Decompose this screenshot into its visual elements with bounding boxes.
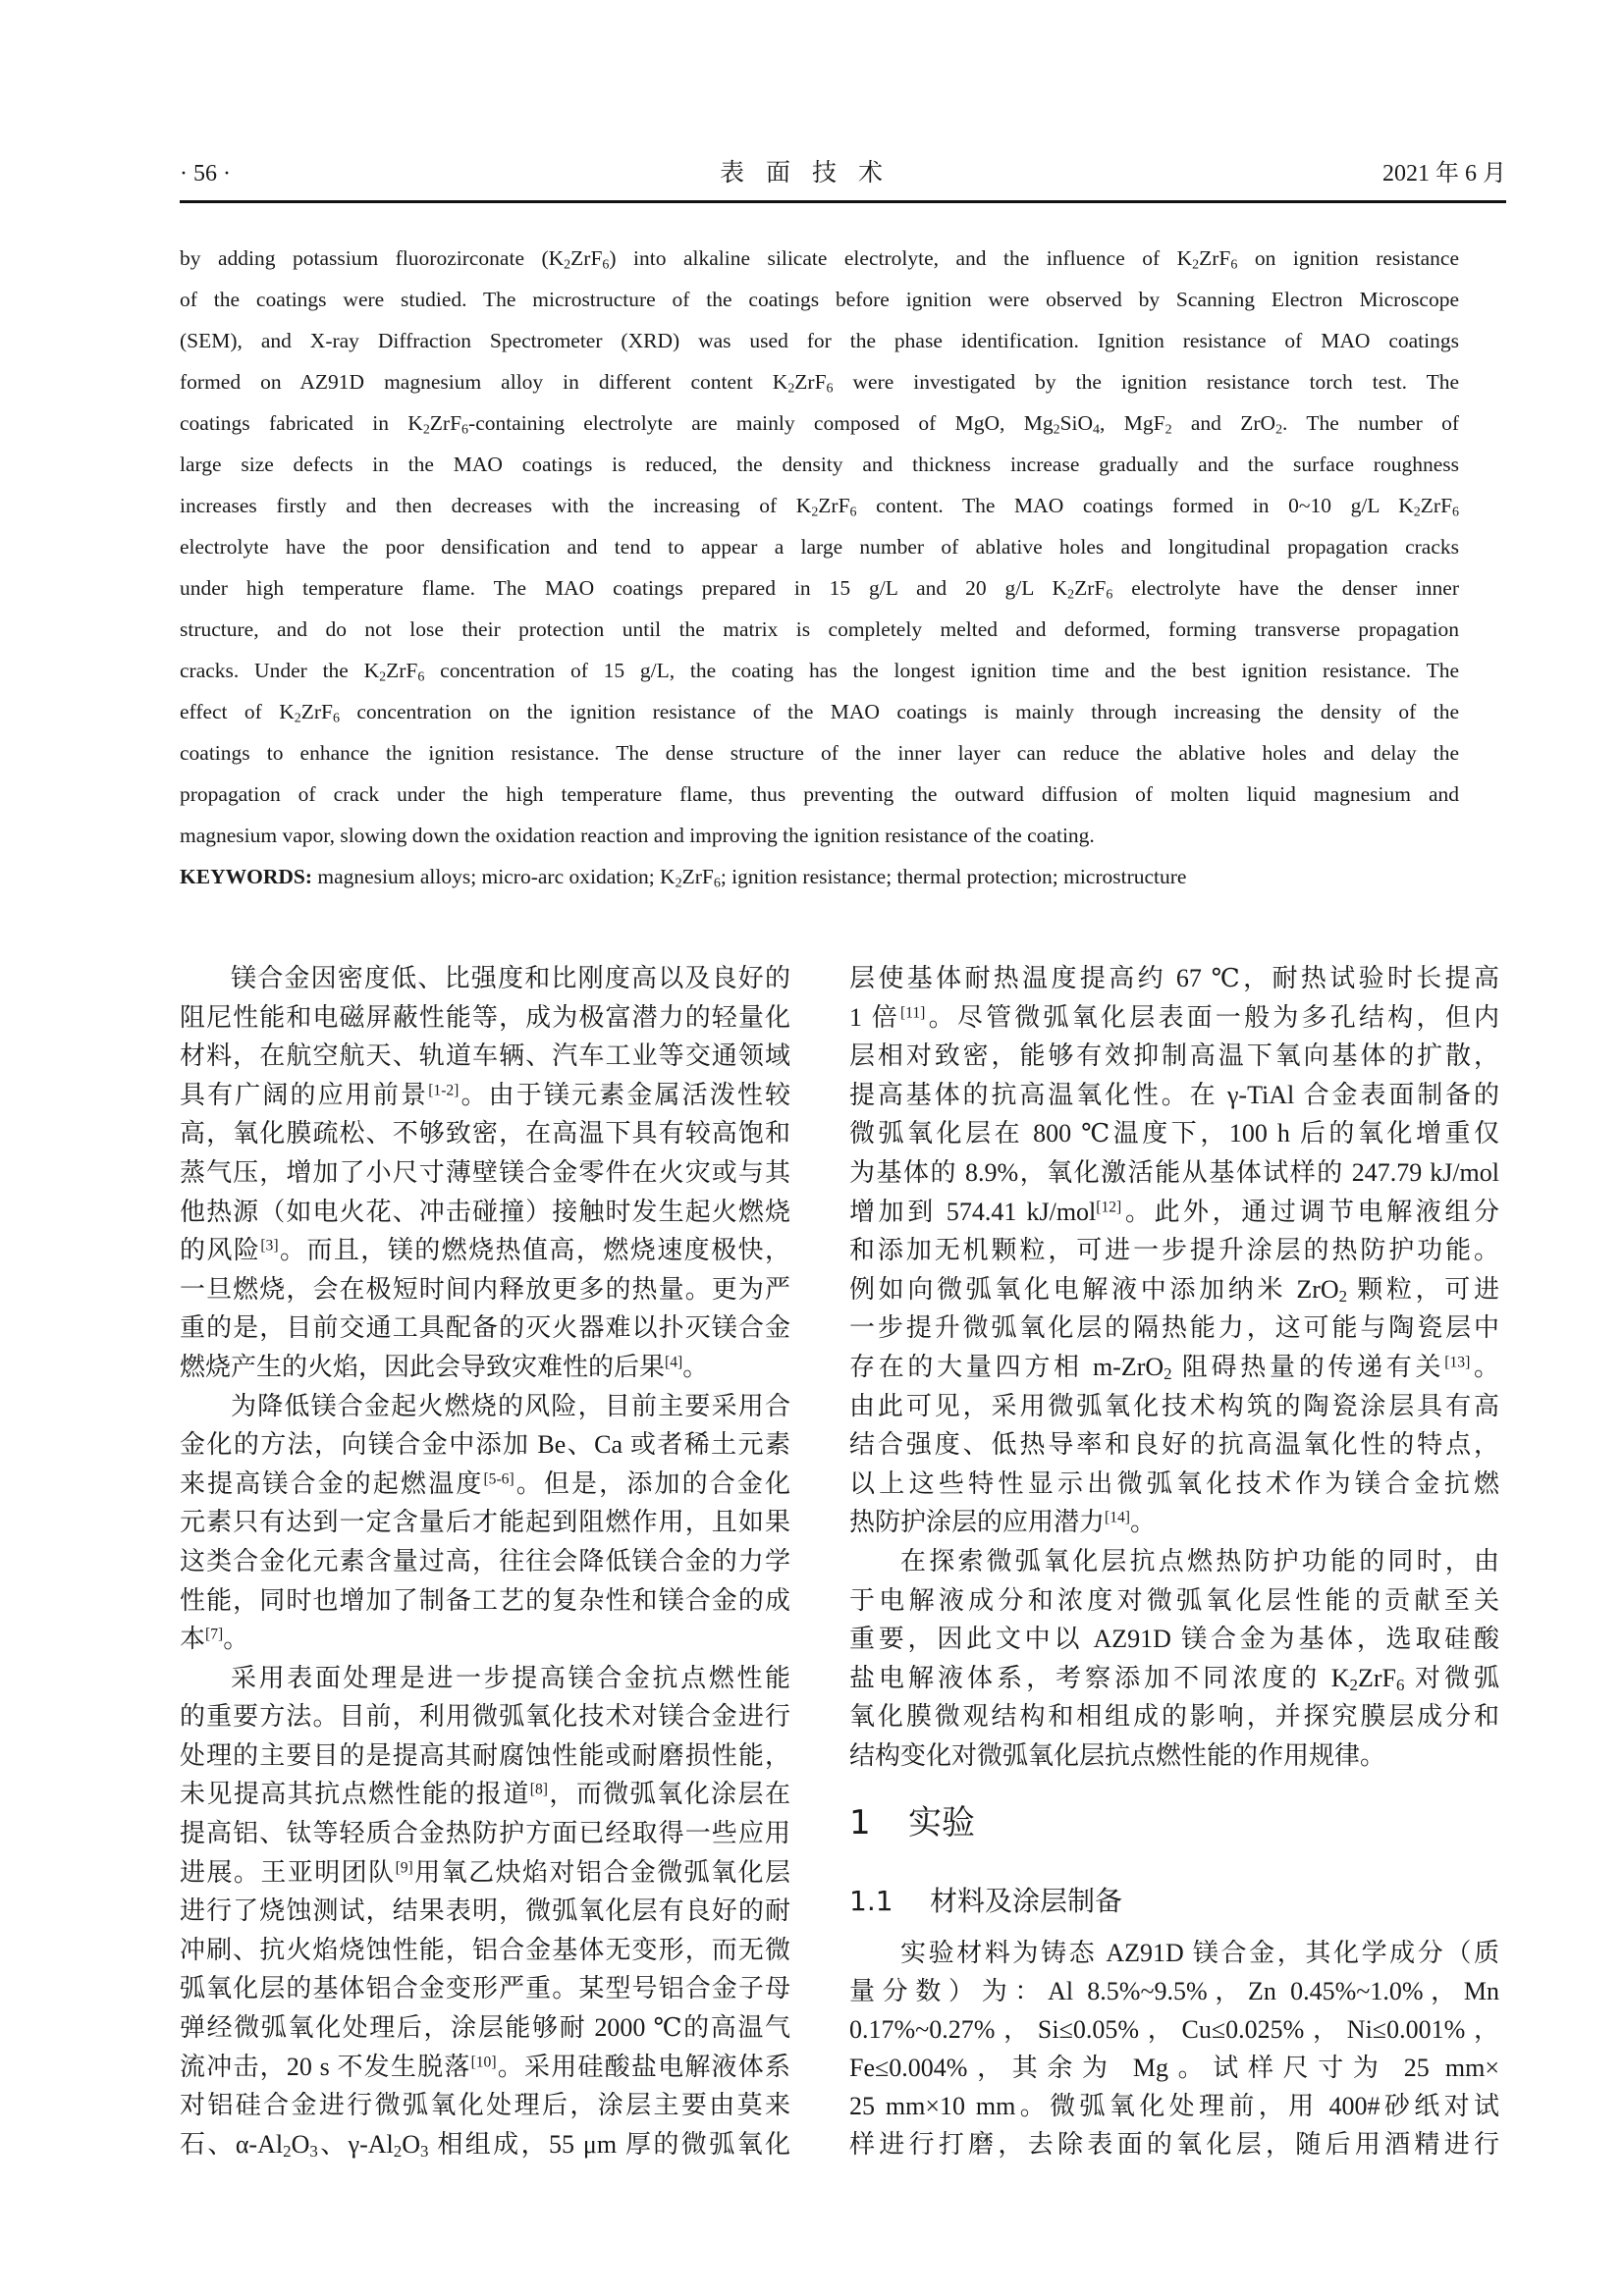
text-run: coatings fabricated in K bbox=[180, 411, 423, 435]
subscript: 2 bbox=[294, 711, 301, 726]
text-run: 一旦燃烧，会在极短时间内释放更多的热量。更为严 bbox=[180, 1274, 790, 1304]
text-run: 。 bbox=[223, 1625, 249, 1654]
text-run: ; ignition resistance; thermal protection; microstructure bbox=[720, 865, 1187, 888]
text-line bbox=[849, 959, 1499, 998]
abstract-line bbox=[180, 567, 1459, 609]
text-line bbox=[180, 1542, 790, 1581]
text-run: ZrF bbox=[429, 411, 462, 435]
text-run: 处理的主要目的是提高其耐腐蚀性能或耐磨损性能， bbox=[180, 1740, 790, 1770]
text-run: by adding potassium fluorozirconate (K bbox=[180, 246, 565, 270]
text-line bbox=[849, 2087, 1499, 2125]
text-line bbox=[849, 1348, 1499, 1387]
abstract-line bbox=[180, 774, 1459, 815]
text-run: content. The MAO coatings formed in 0~10 g/L K bbox=[856, 494, 1414, 517]
text-line bbox=[180, 1270, 790, 1309]
text-run: 氧化膜微观结构和相组成的影响，并探究膜层成分和 bbox=[849, 1702, 1499, 1732]
text-run: 存在的大量四方相 m-ZrO bbox=[849, 1352, 1164, 1381]
subsection-number: 1.1 bbox=[849, 1885, 893, 1917]
text-line bbox=[849, 1934, 1499, 1972]
text-run: 例如向微弧氧化电解液中添加纳米 ZrO bbox=[849, 1274, 1339, 1304]
subscript: 2 bbox=[1275, 422, 1283, 438]
text-run: 、γ-Al bbox=[317, 2129, 394, 2159]
abstract-line bbox=[180, 402, 1459, 444]
subscript: 2 bbox=[422, 422, 430, 438]
keywords-line bbox=[180, 856, 1459, 897]
text-run: 进展。王亚明团队 bbox=[180, 1857, 396, 1887]
text-line bbox=[180, 1736, 790, 1776]
text-run: , MgF bbox=[1100, 411, 1165, 435]
text-run: 冲刷、抗火焰烧蚀性能，铝合金基体无变形，而无微 bbox=[180, 1935, 790, 1964]
text-run: 元素只有达到一定含量后才能起到阻燃作用，且如果 bbox=[180, 1508, 790, 1537]
section-number: 1 bbox=[849, 1803, 871, 1842]
abstract-line bbox=[180, 320, 1459, 361]
text-run: 石、α-Al bbox=[180, 2129, 284, 2159]
text-line bbox=[849, 2125, 1499, 2163]
text-line bbox=[180, 1814, 790, 1853]
text-line bbox=[180, 1231, 790, 1270]
text-line bbox=[180, 2048, 790, 2087]
text-run: 。 bbox=[682, 1352, 709, 1381]
text-run: 流冲击，20 s 不发生脱落 bbox=[180, 2052, 471, 2081]
text-run: ZrF bbox=[1074, 576, 1107, 600]
text-run: 。 bbox=[1470, 1352, 1499, 1381]
abstract-line bbox=[180, 485, 1459, 526]
text-run: 未见提高其抗点燃性能的报道 bbox=[180, 1780, 530, 1809]
subscript: 3 bbox=[420, 2142, 429, 2162]
subscript: 2 bbox=[1413, 505, 1421, 520]
subscript: 2 bbox=[1164, 422, 1172, 438]
text-run: 弹经微弧氧化处理后，涂层能够耐 2000 ℃的高温气 bbox=[180, 2013, 790, 2043]
citation: [5-6] bbox=[483, 1470, 514, 1488]
text-run: under high temperature flame. The MAO coatings prepared in 15 g/L and 20 g/L K bbox=[180, 576, 1068, 600]
text-run: 和添加无机颗粒，可进一步提升涂层的热防护功能。 bbox=[849, 1236, 1499, 1265]
text-line bbox=[180, 998, 790, 1038]
text-line bbox=[849, 1542, 1499, 1581]
text-run: large size defects in the MAO coatings is reduced, the density and thickness increase gradually and the surface roughness bbox=[180, 453, 1459, 476]
abstract-line bbox=[180, 444, 1459, 485]
text-line bbox=[180, 2125, 790, 2164]
text-run: ZrF bbox=[386, 659, 418, 682]
citation: [14] bbox=[1105, 1509, 1130, 1526]
text-line bbox=[180, 1581, 790, 1621]
subscript: 6 bbox=[461, 422, 469, 438]
text-run: 提高基体的抗高温氧化性。在 γ-TiAl 合金表面制备的 bbox=[849, 1080, 1499, 1109]
text-line bbox=[849, 1270, 1499, 1309]
text-line bbox=[180, 1425, 790, 1465]
text-run: 由此可见，采用微弧氧化技术构筑的陶瓷涂层具有高 bbox=[849, 1391, 1499, 1420]
text-line bbox=[180, 1348, 790, 1387]
abstract-line bbox=[180, 526, 1459, 567]
text-line bbox=[180, 1697, 790, 1736]
text-line bbox=[849, 1037, 1499, 1076]
text-run: 以上这些特性显示出微弧氧化技术作为镁合金抗燃 bbox=[849, 1468, 1499, 1498]
abstract-line bbox=[180, 732, 1459, 774]
text-line bbox=[180, 1931, 790, 1970]
text-line bbox=[849, 1114, 1499, 1153]
citation: [4] bbox=[665, 1354, 683, 1371]
subscript: 2 bbox=[1349, 1675, 1358, 1694]
text-run: structure, and do not lose their protection until the matrix is completely melted and deformed, forming transverse propagation bbox=[180, 617, 1459, 641]
subscript: 2 bbox=[675, 876, 682, 891]
text-run: 燃烧产生的火焰，因此会导致灾难性的后果 bbox=[180, 1352, 666, 1381]
text-run: 性能，同时也增加了制备工艺的复杂性和镁合金的成 bbox=[180, 1585, 790, 1615]
subscript: 6 bbox=[333, 711, 340, 726]
text-line bbox=[849, 998, 1499, 1038]
text-run: 相组成，55 μm 厚的微弧氧化 bbox=[428, 2129, 791, 2159]
text-line bbox=[180, 1659, 790, 1698]
text-line bbox=[180, 959, 790, 998]
text-run: 增加到 574.41 kJ/mol bbox=[849, 1197, 1097, 1226]
text-run: 提高铝、钛等轻质合金热防护方面已经取得一些应用 bbox=[180, 1819, 790, 1848]
text-run: ) into alkaline silicate electrolyte, and the influence of K bbox=[609, 246, 1193, 270]
text-line bbox=[180, 1503, 790, 1542]
text-line bbox=[180, 1114, 790, 1153]
text-run: O bbox=[291, 2129, 310, 2159]
text-line bbox=[849, 1387, 1499, 1426]
subscript: 2 bbox=[1067, 587, 1075, 603]
text-run: 这类合金化元素含量过高，往往会降低镁合金的力学 bbox=[180, 1546, 790, 1575]
keywords-label: KEYWORDS: bbox=[180, 865, 312, 888]
text-line bbox=[180, 1308, 790, 1348]
text-run: ZrF bbox=[1199, 246, 1231, 270]
citation: [9] bbox=[395, 1859, 413, 1877]
abstract-line bbox=[180, 691, 1459, 732]
text-run: 阻碍热量的传递有关 bbox=[1171, 1352, 1445, 1381]
text-run: magnesium vapor, slowing down the oxidation reaction and improving the ignition resistance of the coating. bbox=[180, 824, 1095, 847]
subscript: 2 bbox=[787, 381, 795, 397]
text-run: 为基体的 8.9%，氧化激活能从基体试样的 247.79 kJ/mol bbox=[849, 1157, 1499, 1187]
text-line bbox=[849, 1620, 1499, 1659]
text-line bbox=[180, 1969, 790, 2008]
text-run: Fe≤0.004%，其余为 Mg。试样尺寸为 25 mm× bbox=[849, 2054, 1499, 2082]
subscript: 2 bbox=[379, 669, 387, 685]
text-run: 0.17%~0.27%，Si≤0.05%，Cu≤0.025%，Ni≤0.001%， bbox=[849, 2015, 1499, 2044]
subscript: 2 bbox=[564, 257, 571, 273]
subscript: 2 bbox=[283, 2142, 292, 2162]
text-run: 。而且，镁的燃烧热值高，燃烧速度极快， bbox=[278, 1236, 790, 1265]
text-line bbox=[849, 1972, 1499, 2010]
text-run: 。采用硅酸盐电解液体系 bbox=[496, 2052, 790, 2081]
text-run: coatings to enhance the ignition resistance. The dense structure of the inner layer can reduce the ablative holes and delay the bbox=[180, 741, 1459, 765]
subscript: 2 bbox=[811, 505, 819, 520]
text-run: 颗粒，可进 bbox=[1347, 1274, 1499, 1304]
text-run: 具有广阔的应用前景 bbox=[180, 1080, 429, 1109]
text-line bbox=[849, 1308, 1499, 1348]
text-run: (SEM), and X-ray Diffraction Spectrometer (XRD) was used for the phase identification. Ignition resistance of MAO coatings bbox=[180, 329, 1459, 352]
text-run: 于电解液成分和浓度对微弧氧化层性能的贡献至关 bbox=[849, 1585, 1499, 1615]
text-run: 来提高镁合金的起燃温度 bbox=[180, 1468, 484, 1498]
text-line bbox=[849, 1697, 1499, 1736]
text-run: ZrF bbox=[818, 494, 850, 517]
citation: [7] bbox=[205, 1626, 224, 1643]
text-run: 蒸气压，增加了小尺寸薄壁镁合金零件在火灾或与其 bbox=[180, 1157, 790, 1187]
citation: [8] bbox=[529, 1781, 548, 1798]
citation: [3] bbox=[260, 1237, 279, 1255]
section-heading-1 bbox=[849, 1800, 975, 1845]
text-line bbox=[849, 1581, 1499, 1621]
text-run: of the coatings were studied. The microstructure of the coatings before ignition were observed by Scanning Electron Microscope bbox=[180, 288, 1459, 311]
subscript: 6 bbox=[1395, 1675, 1405, 1694]
citation: [12] bbox=[1096, 1198, 1122, 1215]
citation: [11] bbox=[899, 1004, 926, 1022]
text-run: 结合强度、低热导率和良好的抗高温氧化性的特点， bbox=[849, 1430, 1499, 1460]
abstract-line bbox=[180, 279, 1459, 320]
text-run: 对铝硅合金进行微弧氧化处理后，涂层主要由莫来 bbox=[180, 2091, 790, 2120]
materials-paragraph bbox=[849, 1934, 1499, 2163]
text-run: electrolyte have the denser inner bbox=[1112, 576, 1459, 600]
text-run: cracks. Under the K bbox=[180, 659, 380, 682]
text-run: O bbox=[402, 2129, 420, 2159]
subscript: 2 bbox=[1053, 422, 1060, 438]
text-run: 热防护涂层的应用潜力 bbox=[849, 1508, 1106, 1537]
text-run: ，而微弧氧化涂层在 bbox=[547, 1780, 790, 1809]
text-run: 材料，在航空航天、轨道车辆、汽车工业等交通领域 bbox=[180, 1041, 790, 1071]
text-run: 。尽管微弧氧化层表面一般为多孔结构，但内 bbox=[925, 1002, 1499, 1032]
subscript: 3 bbox=[309, 2142, 318, 2162]
subscript: 6 bbox=[1452, 505, 1460, 520]
text-line bbox=[180, 1387, 790, 1426]
text-line bbox=[849, 1465, 1499, 1504]
text-line bbox=[849, 1503, 1499, 1542]
subscript: 6 bbox=[1230, 257, 1238, 273]
header-rule bbox=[180, 200, 1506, 203]
text-run: 25 mm×10 mm。微弧氧化处理前，用 400#砂纸对试 bbox=[849, 2092, 1499, 2120]
text-run: 金化的方法，向镁合金中添加 Be、Ca 或者稀土元素 bbox=[180, 1430, 790, 1460]
text-line bbox=[849, 1231, 1499, 1270]
text-run: 微弧氧化层在 800 ℃温度下，100 h 后的氧化增重仅 bbox=[849, 1119, 1499, 1148]
text-line bbox=[180, 1193, 790, 1232]
text-run: SiO bbox=[1059, 411, 1094, 435]
abstract-line bbox=[180, 238, 1459, 279]
abstract-line bbox=[180, 361, 1459, 402]
text-line bbox=[180, 2008, 790, 2048]
text-run: 1 倍 bbox=[849, 1002, 900, 1032]
text-run: 阻尼性能和电磁屏蔽性能等，成为极富潜力的轻量化 bbox=[180, 1002, 790, 1032]
text-run: 用氧乙炔焰对铝合金微弧氧化层 bbox=[412, 1857, 790, 1887]
citation: [1-2] bbox=[428, 1082, 460, 1099]
text-run: ZrF bbox=[570, 246, 603, 270]
subscript: 6 bbox=[849, 505, 857, 520]
subscript: 2 bbox=[1338, 1286, 1348, 1306]
text-run: 他热源（如电火花、冲击碰撞）接触时发生起火燃烧 bbox=[180, 1197, 790, 1226]
text-run: 镁合金因密度低、比强度和比刚度高以及良好的 bbox=[231, 964, 790, 992]
abstract-line bbox=[180, 609, 1459, 650]
left-column-body bbox=[180, 959, 790, 2163]
text-line bbox=[180, 1853, 790, 1893]
subscript: 6 bbox=[602, 257, 610, 273]
text-run: 量分数）为：Al 8.5%~9.5%，Zn 0.45%~1.0%，Mn bbox=[849, 1977, 1499, 2005]
text-line bbox=[849, 2049, 1499, 2087]
text-line bbox=[180, 1892, 790, 1931]
text-run: 重的是，目前交通工具配备的灭火器难以扑灭镁合金 bbox=[180, 1313, 790, 1343]
issue-date: 2021 年 6 月 bbox=[1382, 161, 1506, 187]
subscript: 2 bbox=[393, 2142, 403, 2162]
subscript: 6 bbox=[1106, 587, 1113, 603]
text-run: formed on AZ91D magnesium alloy in different content K bbox=[180, 370, 788, 394]
subscript: 4 bbox=[1093, 422, 1101, 438]
text-run: and ZrO bbox=[1171, 411, 1276, 435]
text-run: 弧氧化层的基体铝合金变形严重。某型号铝合金子母 bbox=[180, 1974, 790, 2003]
text-run: were investigated by the ignition resistance torch test. The bbox=[833, 370, 1459, 394]
text-run: 盐电解液体系，考察添加不同浓度的 K bbox=[849, 1663, 1350, 1692]
text-line bbox=[849, 1153, 1499, 1193]
text-run: 对微弧 bbox=[1404, 1663, 1499, 1692]
text-line bbox=[180, 1076, 790, 1115]
text-run: 的风险 bbox=[180, 1236, 261, 1265]
text-line bbox=[849, 1076, 1499, 1115]
text-run: ZrF bbox=[1357, 1663, 1396, 1692]
journal-title: 表面技术 bbox=[719, 160, 904, 187]
text-run: effect of K bbox=[180, 700, 295, 723]
subscript: 2 bbox=[1192, 257, 1200, 273]
subsection-title: 材料及涂层制备 bbox=[930, 1885, 1123, 1917]
text-run: 实验材料为铸态 AZ91D 镁合金，其化学成分（质 bbox=[900, 1939, 1499, 1967]
subscript: 6 bbox=[826, 381, 834, 397]
text-run: concentration of 15 g/L, the coating has the longest ignition time and the best ignition resistance. The bbox=[424, 659, 1459, 682]
page-number: · 56 · bbox=[180, 161, 231, 187]
text-line bbox=[180, 1775, 790, 1814]
text-run: 为降低镁合金起火燃烧的风险，目前主要采用合 bbox=[231, 1391, 790, 1420]
text-run: 重要，因此文中以 AZ91D 镁合金为基体，选取硅酸 bbox=[849, 1625, 1499, 1654]
text-run: 。由于镁元素金属活泼性较 bbox=[459, 1080, 790, 1109]
subscript: 6 bbox=[713, 876, 721, 891]
text-run: 进行了烧蚀测试，结果表明，微弧氧化层有良好的耐 bbox=[180, 1896, 790, 1926]
text-line bbox=[849, 1659, 1499, 1698]
english-abstract bbox=[180, 238, 1459, 897]
abstract-line bbox=[180, 650, 1459, 691]
abstract-line bbox=[180, 815, 1459, 856]
text-run: ZrF bbox=[794, 370, 827, 394]
text-line bbox=[180, 1620, 790, 1659]
text-run: concentration on the ignition resistance of the MAO coatings is mainly through increasing the density of the bbox=[339, 700, 1459, 723]
text-run: 层使基体耐热温度提高约 67 ℃，耐热试验时长提高 bbox=[849, 964, 1499, 992]
subsection-heading-1-1 bbox=[849, 1883, 1122, 1920]
text-line bbox=[849, 1193, 1499, 1232]
text-run: 一步提升微弧氧化层的隔热能力，这可能与陶瓷层中 bbox=[849, 1313, 1499, 1343]
citation: [10] bbox=[470, 2054, 497, 2071]
text-run: 层相对致密，能够有效抑制高温下氧向基体的扩散， bbox=[849, 1041, 1499, 1071]
text-run: 高，氧化膜疏松、不够致密，在高温下具有较高饱和 bbox=[180, 1119, 790, 1148]
text-run: 。但是，添加的合金化 bbox=[514, 1468, 790, 1498]
text-run: 在探索微弧氧化层抗点燃热防护功能的同时，由 bbox=[900, 1546, 1499, 1575]
subscript: 6 bbox=[417, 669, 425, 685]
text-run: 结构变化对微弧氧化层抗点燃性能的作用规律。 bbox=[849, 1740, 1386, 1770]
text-run: 。 bbox=[1130, 1508, 1157, 1537]
text-run: 本 bbox=[180, 1625, 206, 1654]
text-run: 采用表面处理是进一步提高镁合金抗点燃性能 bbox=[231, 1663, 790, 1692]
section-title: 实验 bbox=[908, 1803, 975, 1842]
text-run: on ignition resistance bbox=[1237, 246, 1459, 270]
text-line bbox=[849, 1425, 1499, 1465]
right-column-body bbox=[849, 959, 1499, 1775]
text-run: ZrF bbox=[681, 865, 714, 888]
subscript: 2 bbox=[1164, 1364, 1172, 1384]
text-run: 样进行打磨，去除表面的氧化层，随后用酒精进行 bbox=[849, 2130, 1499, 2159]
text-run: ZrF bbox=[1420, 494, 1453, 517]
text-run: magnesium alloys; micro-arc oxidation; K bbox=[311, 865, 676, 888]
text-line bbox=[180, 1465, 790, 1504]
text-run: electrolyte have the poor densification and tend to appear a large number of ablative holes and longitudinal propagation cracks bbox=[180, 535, 1459, 559]
text-line bbox=[180, 1153, 790, 1193]
text-run: -containing electrolyte are mainly composed of MgO, Mg bbox=[468, 411, 1054, 435]
text-run: . The number of bbox=[1282, 411, 1460, 435]
citation: [13] bbox=[1444, 1354, 1471, 1371]
text-run: 的重要方法。目前，利用微弧氧化技术对镁合金进行 bbox=[180, 1702, 790, 1732]
text-line bbox=[180, 2086, 790, 2125]
text-line bbox=[180, 1037, 790, 1076]
text-line bbox=[849, 1736, 1499, 1776]
text-line bbox=[849, 2010, 1499, 2049]
text-run: 。此外，通过调节电解液组分 bbox=[1121, 1197, 1499, 1226]
text-run: ZrF bbox=[300, 700, 333, 723]
text-run: increases firstly and then decreases with the increasing of K bbox=[180, 494, 812, 517]
text-run: propagation of crack under the high temperature flame, thus preventing the outward diffusion of molten liquid magnesium and bbox=[180, 782, 1459, 806]
